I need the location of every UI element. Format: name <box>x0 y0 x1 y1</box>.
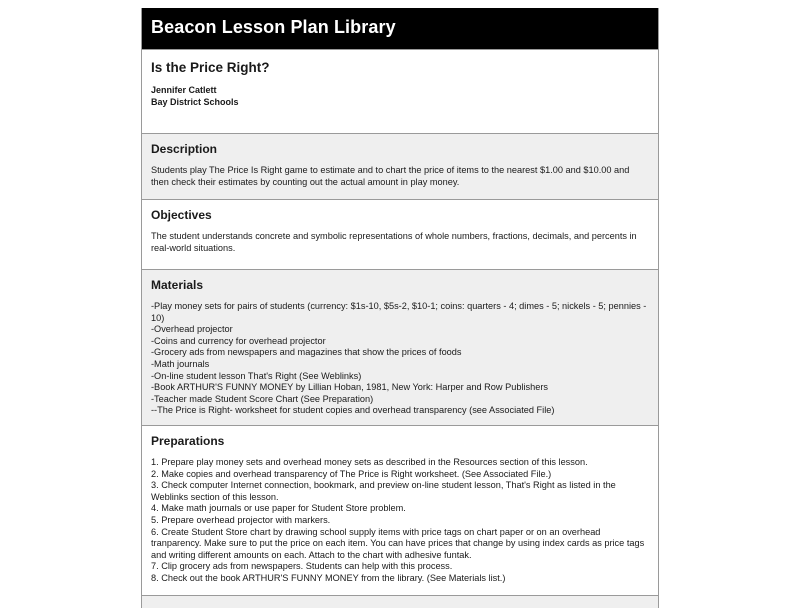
preparations-list <box>151 457 649 585</box>
school-district: Bay District Schools <box>151 97 239 107</box>
author-name: Jennifer Catlett <box>151 85 217 95</box>
materials-list <box>151 301 649 417</box>
preparations-section <box>142 425 658 595</box>
objectives-text: The student understands concrete and symbolic representations of whole numbers, fractions, decimals, and percents in real-world situations. <box>151 231 637 253</box>
materials-item: -Coins and currency for overhead projector <box>151 335 326 346</box>
materials-heading: Materials <box>151 278 204 292</box>
lesson-title: Is the Price Right? <box>151 60 270 75</box>
materials-section <box>142 269 658 425</box>
materials-item: -Math journals <box>151 358 210 369</box>
lesson-header <box>142 49 658 133</box>
materials-item: -Play money sets for pairs of students (currency: $1s-10, $5s-2, $10-1; coins: quarters - 4; dimes - 5; nickels - 5; pennies - 10) <box>151 301 647 323</box>
next-section-edge <box>142 595 658 608</box>
materials-item: --The Price is Right- worksheet for student copies and overhead transparency (see Associated File) <box>151 405 555 416</box>
description-heading: Description <box>151 142 218 156</box>
materials-item: -On-line student lesson That's Right (See Weblinks) <box>151 370 362 381</box>
preparations-item: 4. Make math journals or use paper for Student Store problem. <box>151 503 406 514</box>
library-banner <box>142 8 658 49</box>
description-text: Students play The Price Is Right game to estimate and to chart the price of items to the nearest $1.00 and $10.00 and then check their estimates by counting out the actual amount in play money. <box>151 165 630 187</box>
preparations-item: 7. Clip grocery ads from newspapers. Students can help with this process. <box>151 561 453 572</box>
preparations-item: 3. Check computer Internet connection, bookmark, and preview on-line student lesson, That's Right as listed in the Weblinks section of this lesson. <box>151 480 616 502</box>
materials-item: -Overhead projector <box>151 324 233 335</box>
preparations-item: 8. Check out the book ARTHUR'S FUNNY MONEY from the library. (See Materials list.) <box>151 572 506 583</box>
materials-item: -Book ARTHUR'S FUNNY MONEY by Lillian Hoban, 1981, New York: Harper and Row Publishers <box>151 382 548 393</box>
preparations-item: 1. Prepare play money sets and overhead money sets as described in the Resources section of this lesson. <box>151 457 588 467</box>
library-title: Beacon Lesson Plan Library <box>151 17 396 37</box>
preparations-heading: Preparations <box>151 434 225 448</box>
description-section <box>142 133 658 199</box>
objectives-heading: Objectives <box>151 208 212 222</box>
materials-item: -Teacher made Student Score Chart (See Preparation) <box>151 393 374 404</box>
preparations-item: 6. Create Student Store chart by drawing school supply items with price tags on chart paper or on an overhead tranparency. Make sure to put the price on each item. You can have prices that change by using index cards as price tags and writing different amounts on each. Attach to the chart with adhesive funtak. <box>151 526 645 560</box>
objectives-section <box>142 199 658 269</box>
materials-item: -Grocery ads from newspapers and magazines that show the prices of foods <box>151 347 462 358</box>
preparations-item: 5. Prepare overhead projector with markers. <box>151 514 331 525</box>
lesson-page <box>141 8 659 608</box>
preparations-item: 2. Make copies and overhead transparency of The Price is Right worksheet. (See Associated File.) <box>151 468 552 479</box>
